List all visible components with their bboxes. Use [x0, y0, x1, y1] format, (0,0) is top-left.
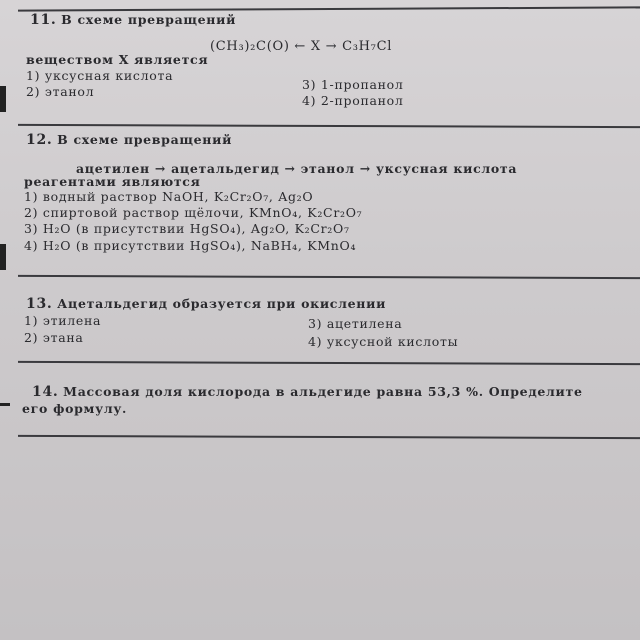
task-11-option-3: 3) 1-пропанол: [302, 77, 404, 92]
divider: [18, 275, 640, 279]
task-number: 13.: [26, 296, 53, 312]
divider: [18, 361, 640, 365]
task-text: В схеме превращений: [57, 132, 233, 147]
divider: [18, 6, 640, 11]
margin-mark: [0, 244, 6, 270]
task-number: 11.: [30, 12, 57, 28]
task-number: 14.: [32, 384, 59, 400]
task-13-option-2: 2) этана: [24, 330, 84, 345]
task-11-option-2: 2) этанол: [26, 84, 95, 99]
task-12-scheme: ацетилен → ацетальдегид → этанол → уксусная кислота: [76, 161, 518, 176]
task-12-option-2: 2) спиртовой раствор щёлочи, KMnO₄, K₂Cr₂O₇: [24, 205, 363, 220]
task-12-header: [26, 132, 232, 148]
task-12-option-1: 1) водный раствор NaOH, K₂Cr₂O₇, Ag₂O: [24, 189, 314, 204]
task-11-option-1: 1) уксусная кислота: [26, 68, 174, 83]
margin-mark: [0, 403, 10, 406]
task-number: 12.: [26, 132, 53, 148]
task-11-scheme: (CH₃)₂C(O) ← X → C₃H₇Cl: [210, 39, 393, 54]
task-13-option-4: 4) уксусной кислоты: [308, 334, 459, 349]
margin-mark: [0, 86, 6, 112]
task-11-option-4: 4) 2-пропанол: [302, 93, 404, 108]
task-text: Массовая доля кислорода в альдегиде равна 53,3 %. Определите: [63, 384, 583, 399]
task-13-option-1: 1) этилена: [24, 313, 102, 328]
divider: [18, 435, 640, 439]
task-13-option-3: 3) ацетилена: [308, 316, 403, 331]
divider: [18, 124, 640, 128]
task-text: Ацетальдегид образуется при окислении: [57, 296, 387, 311]
task-13-header: [26, 296, 386, 312]
task-14-header: [32, 384, 583, 400]
task-12-subject: реагентами являются: [24, 174, 201, 189]
task-text: В схеме превращений: [61, 12, 237, 27]
task-11-header: [30, 12, 236, 28]
task-14-text-line-2: его формулу.: [22, 401, 128, 416]
task-12-option-4: 4) H₂O (в присутствии HgSO₄), NaBH₄, KMnO₄: [24, 238, 357, 253]
task-11-subject: веществом X является: [26, 52, 209, 67]
task-12-option-3: 3) H₂O (в присутствии HgSO₄), Ag₂O, K₂Cr₂O₇: [24, 221, 350, 236]
